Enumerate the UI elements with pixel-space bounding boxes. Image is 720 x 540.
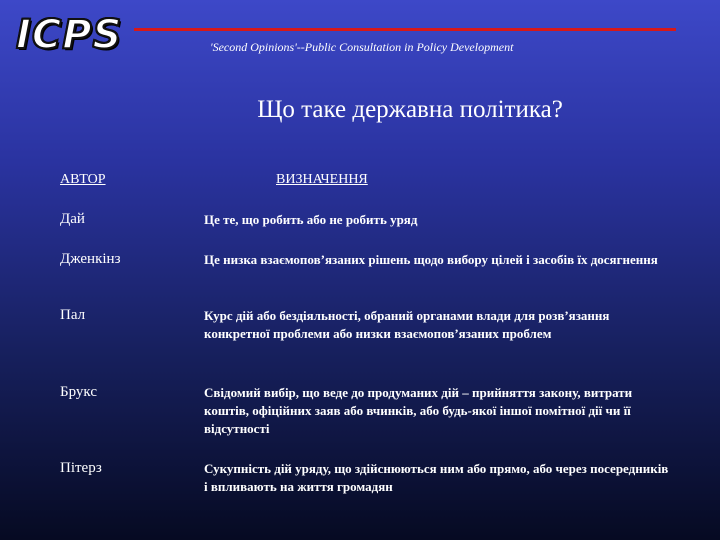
row-author-4: Брукс — [60, 384, 97, 400]
slide-title: Що таке державна політика? — [257, 96, 563, 123]
row-definition-3: Курс дій або бездіяльності, обраний органами влади для розв’язання конкретної проблеми або низки взаємопов’язаних проблем — [204, 308, 610, 341]
row-definition-2: Це низка взаємопов’язаних рішень щодо вибору цілей і засобів їх досягнення — [204, 252, 658, 267]
row-author-3: Пал — [60, 307, 86, 323]
header-divider — [134, 28, 676, 31]
row-definition-4: Свідомий вибір, що веде до продуманих дій – прийняття закону, витрати коштів, офіційних заяв або вчинків, або будь-якої іншої помітної дії чи її відсутності — [204, 385, 633, 436]
row-definition-5: Сукупність дій уряду, що здійснюються ним або прямо, або через посередників і впливають на життя громадян — [204, 461, 669, 494]
column-header-author: АВТОР — [60, 172, 106, 187]
subtitle: 'Second Opinions'--Public Consultation in Policy Development — [210, 40, 514, 54]
row-author-5: Пітерз — [60, 460, 102, 476]
row-author-1: Дай — [60, 211, 85, 227]
row-definition-1: Це те, що робить або не робить уряд — [204, 212, 418, 227]
column-header-definition: ВИЗНАЧЕННЯ — [276, 172, 368, 187]
row-author-2: Дженкінз — [60, 251, 121, 267]
icps-logo: ICPS — [16, 12, 123, 58]
